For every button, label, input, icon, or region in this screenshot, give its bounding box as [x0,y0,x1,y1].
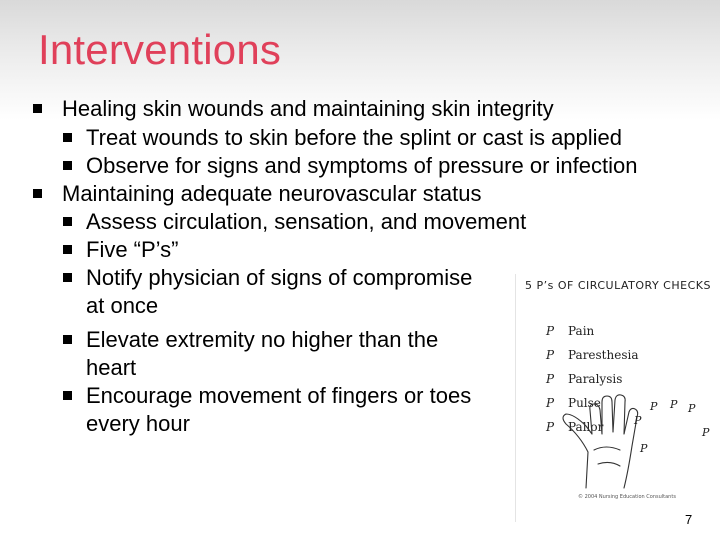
bullet-square-icon [63,273,72,282]
p-item-label: Paralysis [568,372,623,386]
bullet-square-icon [63,161,72,170]
bullet-continuation-text: at once [86,293,159,318]
p-letter: P [546,324,555,338]
bullet-square-icon [63,133,72,142]
bullet-continuation-text: heart [86,355,137,380]
hand-p-label: P [702,426,710,439]
hand-p-label: P [650,400,658,413]
p-letter: P [546,348,555,362]
p-item-label: Pain [568,324,595,338]
bullet-text: Assess circulation, sensation, and movement [86,209,527,234]
p-item-label: Paresthesia [568,348,639,362]
bullet-text: Five “P’s” [86,237,179,262]
bullet-text: Encourage movement of fingers or toes [86,383,472,408]
page-number: 7 [685,512,693,527]
p-letter: P [546,396,555,410]
bullet-square-icon [33,189,42,198]
bullet-text: Treat wounds to skin before the splint or cast is applied [86,125,623,150]
bullet-square-icon [33,104,42,113]
bullet-square-icon [63,391,72,400]
p-item-label: Pulse [568,396,601,410]
bullet-text: Observe for signs and symptoms of pressure or infection [86,153,638,178]
circulatory-checks-figure [515,274,720,522]
hand-p-label: P [640,442,648,455]
bullet-continuation-text: every hour [86,411,190,436]
bullet-text: Maintaining adequate neurovascular status [62,181,482,206]
p-letter: P [546,420,555,434]
bullet-square-icon [63,245,72,254]
bullet-square-icon [63,335,72,344]
hand-p-label: P [670,398,678,411]
bullet-text: Healing skin wounds and maintaining skin integrity [62,96,554,121]
bullet-square-icon [63,217,72,226]
p-item-label: Pallor [568,420,604,434]
figure-title: 5 P’s OF CIRCULATORY CHECKS [525,279,711,292]
slide-title: Interventions [38,26,282,73]
hand-drawing-icon [516,274,720,522]
p-letter: P [546,372,555,386]
figure-credit: © 2004 Nursing Education Consultants [578,494,676,500]
hand-p-label: P [634,414,642,427]
bullet-text: Notify physician of signs of compromise [86,265,473,290]
bullet-text: Elevate extremity no higher than the [86,327,439,352]
hand-p-label: P [688,402,696,415]
